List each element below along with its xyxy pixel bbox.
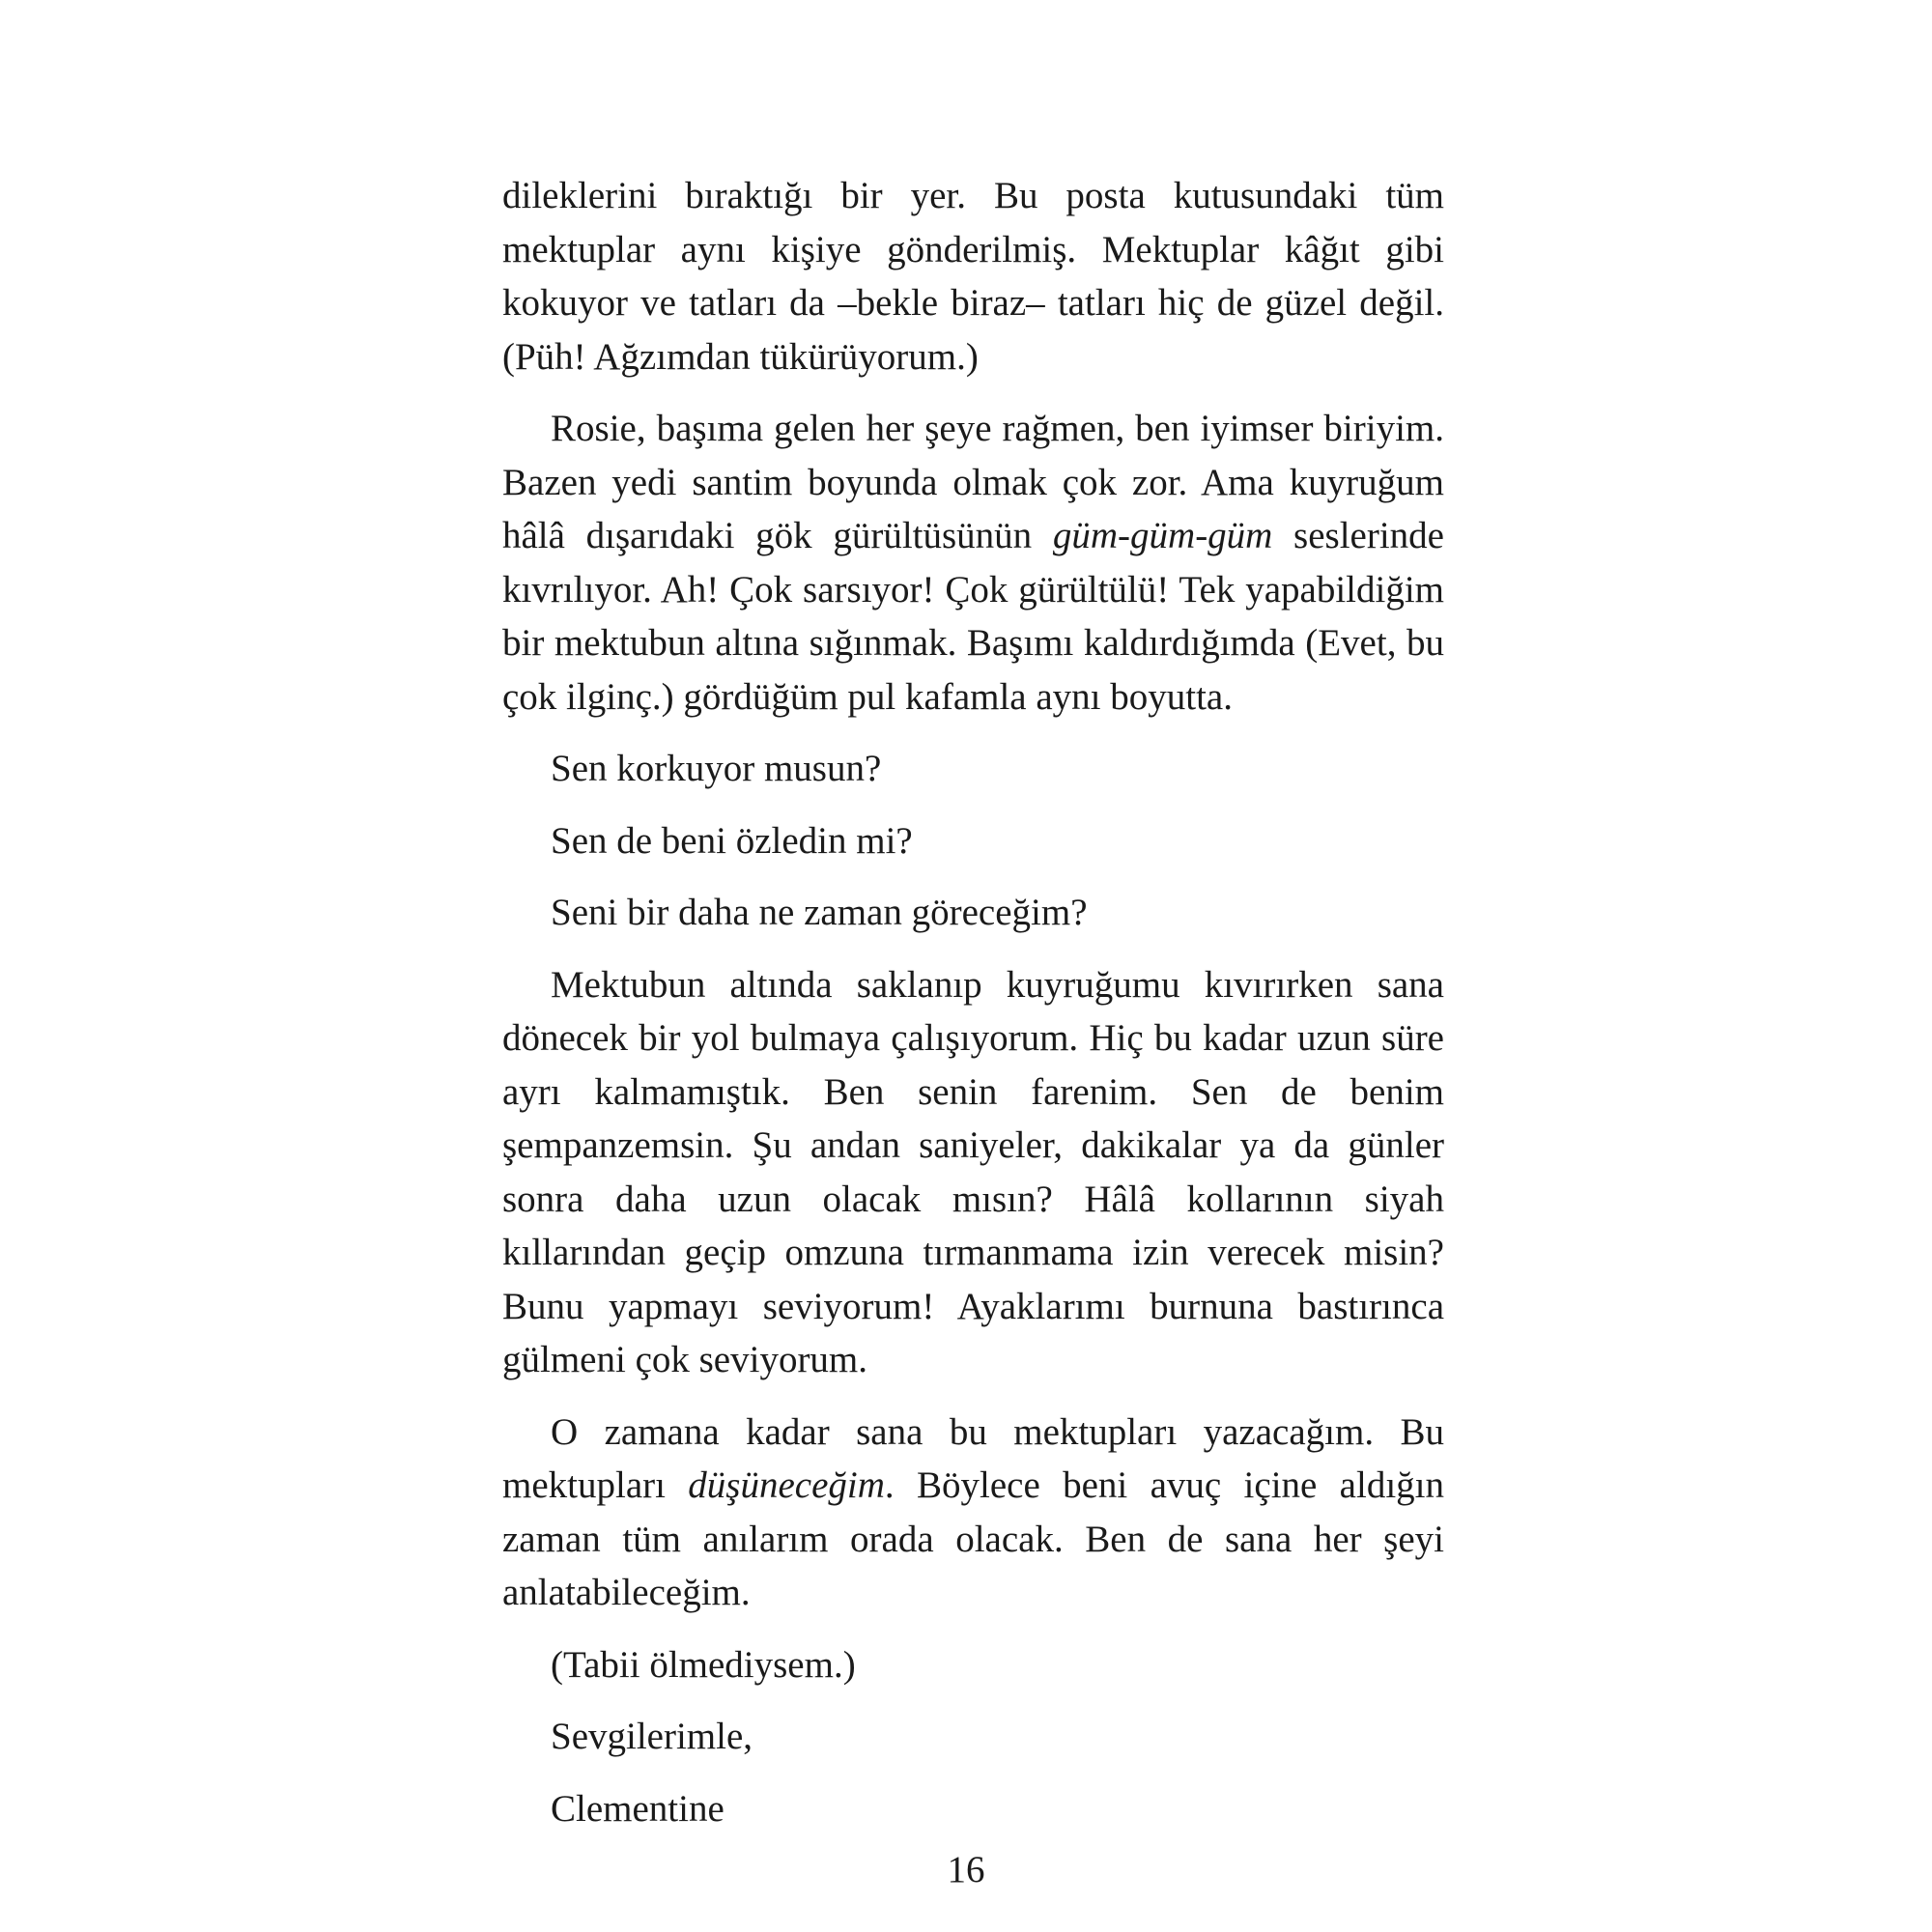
paragraph-7-text-b: . Böylece beni avuç içine aldığın zaman tüm anılarım orada olacak. Ben de sana her şeyi anlatabileceğim.	[502, 1464, 1445, 1613]
paragraph-2-italic: güm-güm-güm	[1052, 515, 1273, 556]
page-number: 16	[947, 1849, 985, 1890]
closing: Sevgilerimle,	[551, 1716, 753, 1757]
paragraph-8: (Tabii ölmediysem.)	[551, 1643, 856, 1686]
paragraph-7-italic: düşüneceğim	[688, 1464, 885, 1506]
signature: Clementine	[551, 1787, 724, 1830]
paragraph-7-text-a: O zamana kadar sana bu mektupları yazacağım. Bu mektupları	[502, 1410, 1444, 1506]
paragraph-2-text-b: seslerinde kıvrılıyor. Ah! Çok sarsıyor! Çok gürültülü! Tek yapabildiğim bir mektubun altına sığınmak. Başımı kaldırdığımda (Evet, bu çok ilginç.) gördüğüm pul kafamla aynı boyutta.	[502, 515, 1444, 718]
paragraph-2-text-a: Rosie, başıma gelen her şeye rağmen, ben iyimser biriyim. Bazen yedi santim boyunda olmak çok zor. Ama kuyruğum hâlâ dışarıdaki gök gürültüsünün	[502, 408, 1444, 556]
paragraph-6: Mektubun altında saklanıp kuyruğumu kıvırırken sana dönecek bir yol bulmaya çalışıyorum. Hiç bu kadar uzun süre ayrı kalmamıştık. Ben senin farenim. Sen de benim şempanzemsin. Şu andan saniyeler, dakikalar ya da günler sonra daha uzun olacak mısın? Hâlâ kollarının siyah kıllarından geçip omzuna tırmanmama izin verecek misin? Bunu yapmayı seviyorum! Ayaklarımı burnuna bastırınca gülmeni çok seviyorum.	[502, 963, 1444, 1380]
paragraph-3: Sen korkuyor musun?	[551, 748, 882, 789]
paragraph-1: dileklerini bıraktığı bir yer. Bu posta kutusundaki tüm mektuplar aynı kişiye gönderilmiş. Mektuplar kâğıt gibi kokuyor ve tatları da –bekle biraz– tatları hiç de güzel değil. (Püh! Ağzımdan tükürüyorum.)	[502, 175, 1444, 378]
paragraph-5: Seni bir daha ne zaman göreceğim?	[551, 892, 1088, 933]
paragraph-2	[502, 402, 1444, 724]
letter-body	[502, 169, 1444, 1854]
paragraph-4: Sen de beni özledin mi?	[551, 819, 913, 862]
paragraph-7	[502, 1406, 1444, 1620]
